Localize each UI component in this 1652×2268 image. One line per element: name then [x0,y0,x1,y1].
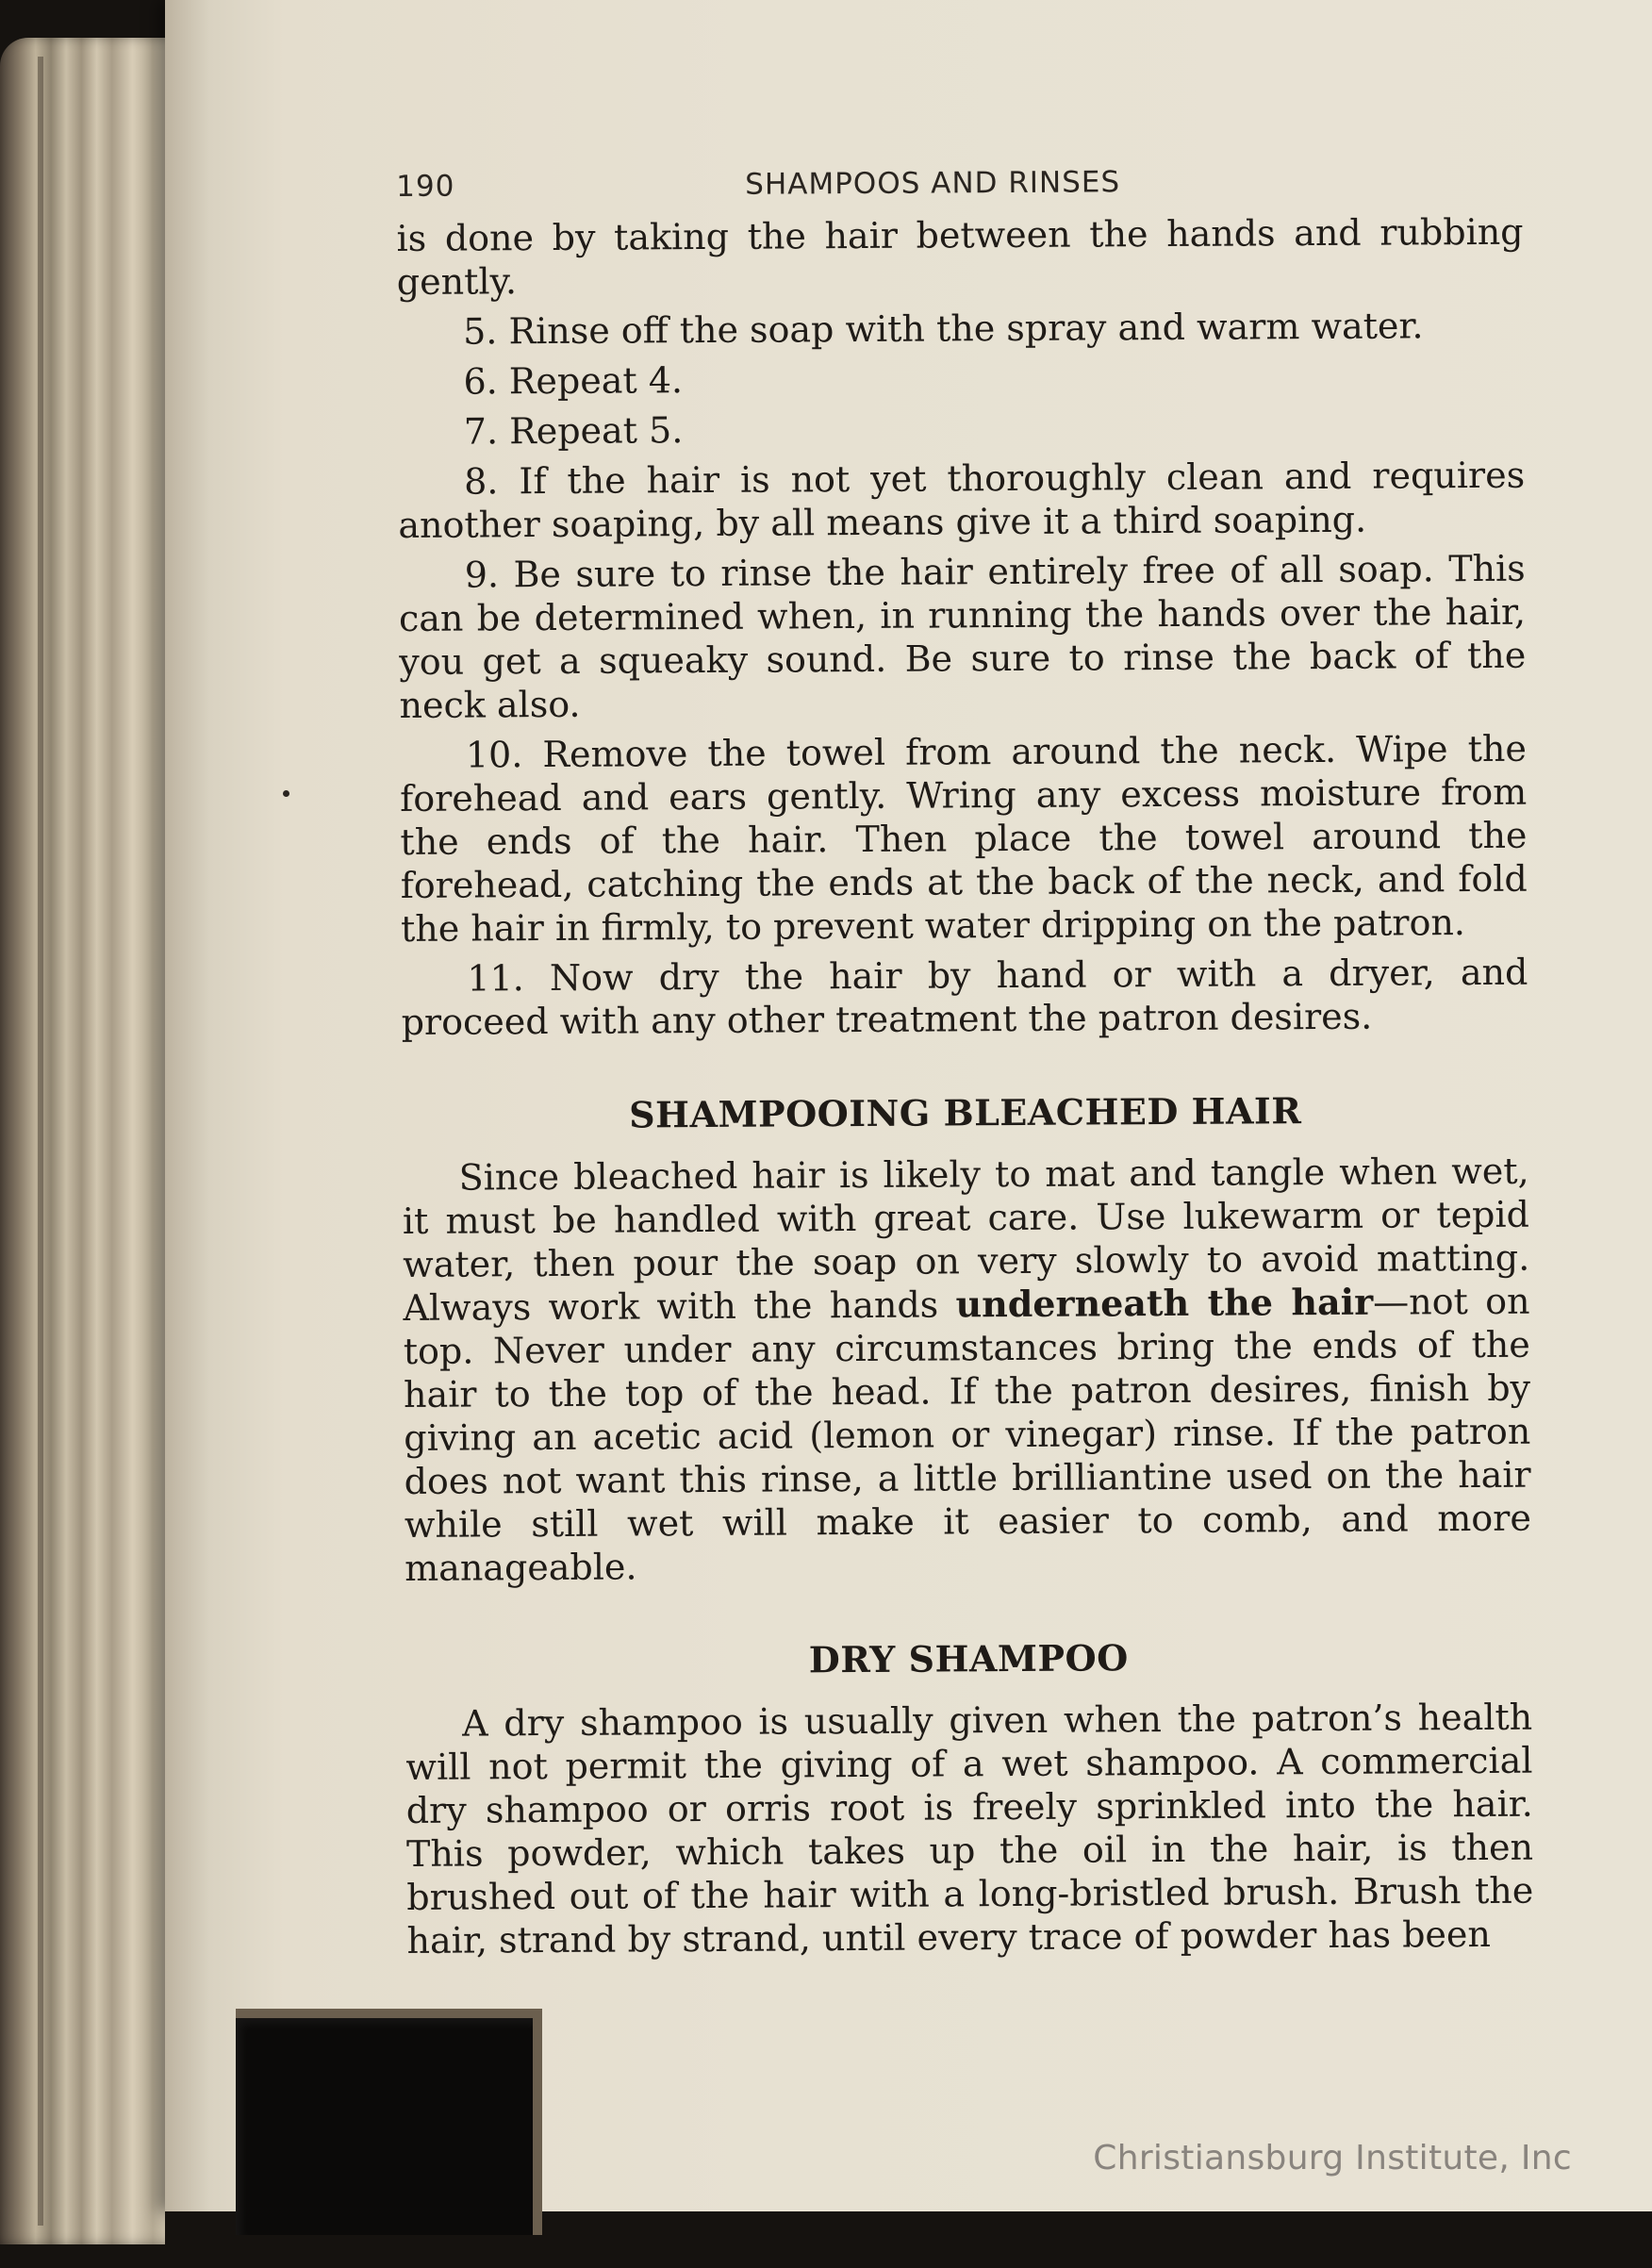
bleached-text-part2: —not on top. Never under any circumstances bring the ends of the hair to the top of the head. If the patron desires, finish by giving an acetic acid (lemon or vinegar) rinse. If the patron does not want this rinse, a little brilliantine used on the hair while still wet will make it easier to comb, and more manageable. [403,1280,1532,1589]
running-head-title: SHAMPOOS AND RINSES [745,165,1121,202]
page-text-block [396,144,1534,1962]
step-7: 7. Repeat 5. [463,409,684,453]
step-10: 10. Remove the towel from around the neck. Wipe the forehead and ears gently. Wring any excess moisture from the ends of the hair. Then place the towel around the forehead, catching the ends at the back of the neck, and fold the hair in firmly, to prevent water dripping on the patron. [400,727,1528,950]
bleached-text-bold: underneath the hair [955,1280,1374,1326]
page-number: 190 [396,169,455,204]
bleached-hair-paragraph [403,1150,1532,1590]
running-head [396,144,1523,207]
margin-dot [283,790,289,797]
step-5: 5. Rinse off the soap with the spray and warm water. [463,305,1424,353]
step-9: 9. Be sure to rinse the hair entirely free of all soap. This can be determined when, in running the hands over the hair, you get a squeaky sound. Be sure to rinse the back of the neck also. [398,547,1527,726]
dry-shampoo-heading: DRY SHAMPOO [808,1636,1129,1681]
step-8: 8. If the hair is not yet thoroughly clean and requires another soaping, by all means give it a third soaping. [398,454,1526,546]
continued-paragraph: is done by taking the hair between the hands and rubbing gently. [396,210,1524,303]
step-6: 6. Repeat 4. [463,359,684,403]
bleached-hair-heading: SHAMPOOING BLEACHED HAIR [629,1089,1302,1136]
bleached-text-part1: Since bleached hair is likely to mat and tangle when wet, it must be handled with great care. Use lukewarm or tepid water, then pour the soap on very slowly to avoid matting. Always work with the hands [402,1150,1530,1329]
book-page [165,0,1652,2211]
bottom-tab-block [236,2009,542,2235]
watermark: Christiansburg Institute, Inc [1093,2139,1572,2177]
step-11: 11. Now dry the hair by hand or with a dryer, and proceed with any other treatment the patron desires. [401,951,1528,1043]
dry-shampoo-paragraph: A dry shampoo is usually given when the patron’s health will not permit the giving of a wet shampoo. A commercial dry shampoo or orris root is freely sprinkled into the hair. This powder, which takes up the oil in the hair, is then brushed out of the hair with a long-bristled brush. Brush the hair, strand by strand, until every trace of powder has been [405,1696,1534,1962]
